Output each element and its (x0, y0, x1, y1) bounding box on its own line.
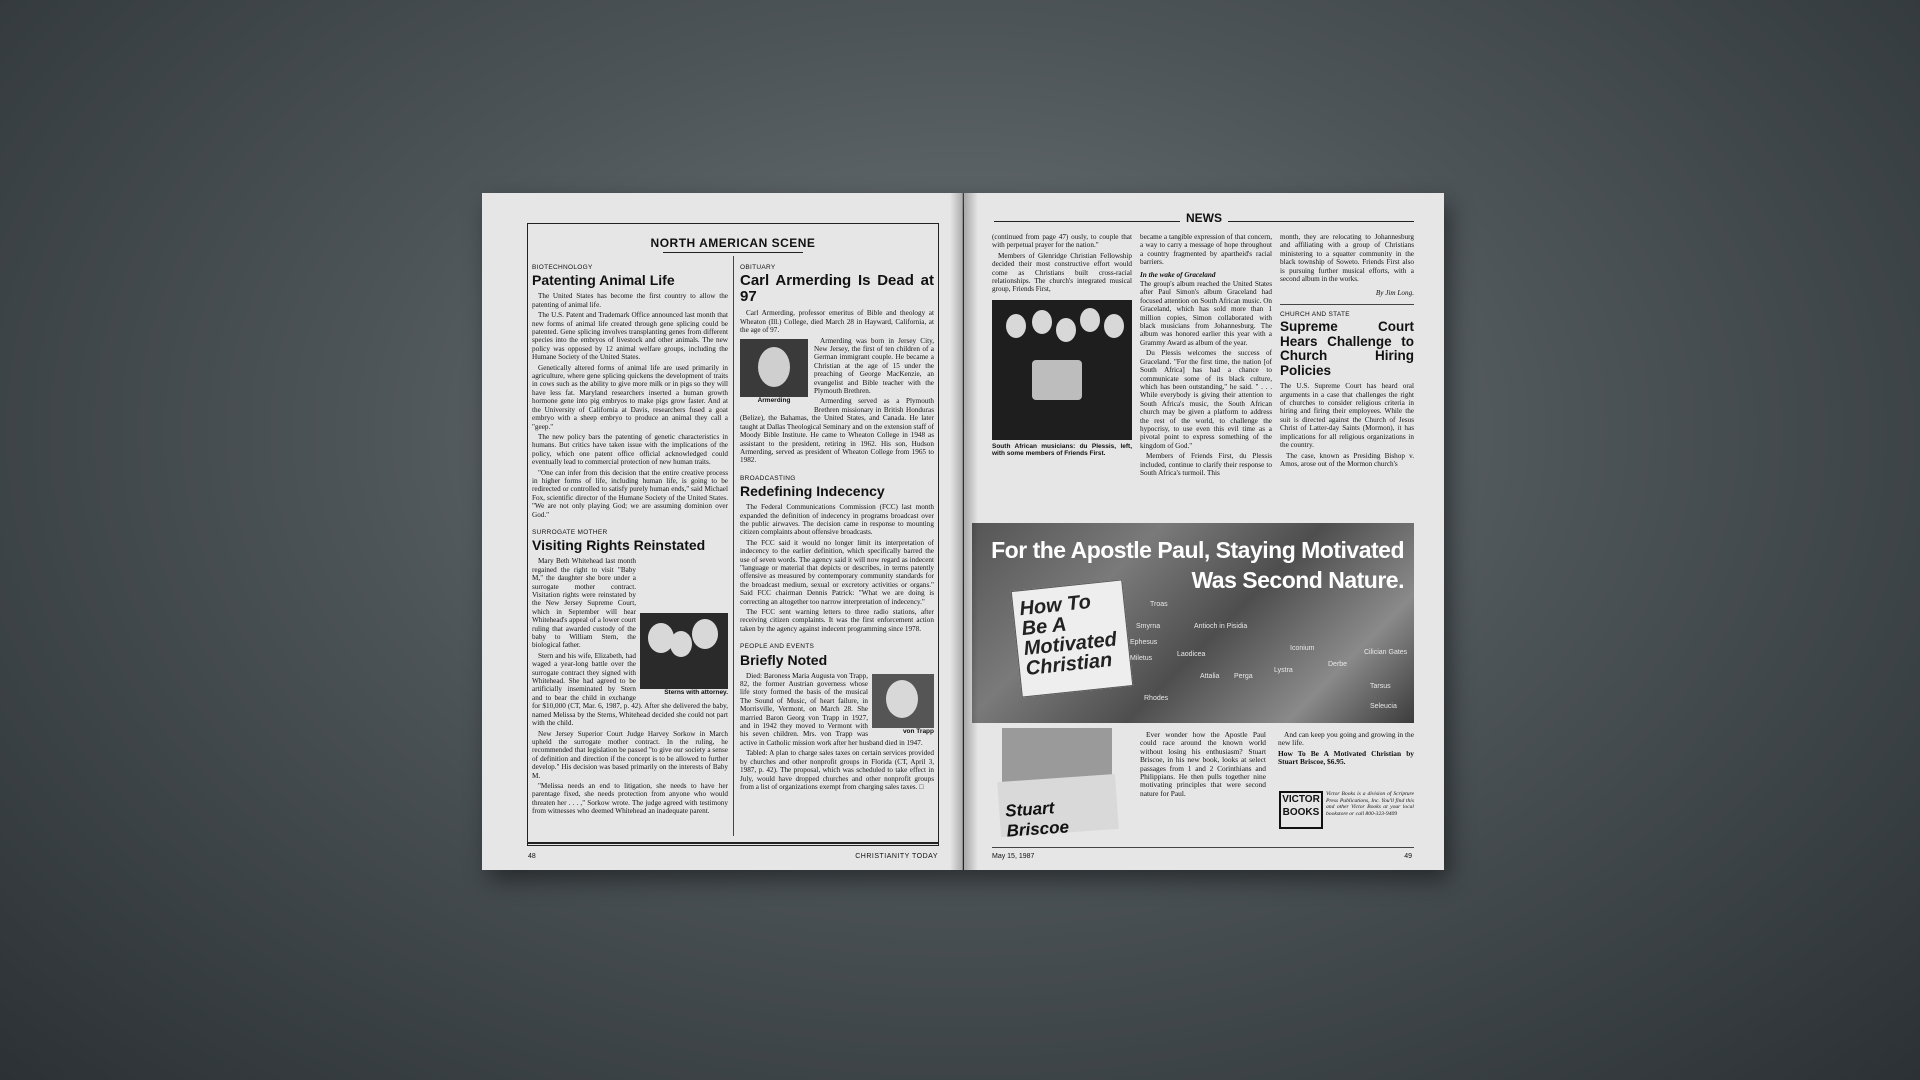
paragraph: (continued from page 47) ously, to couple that with perpetual prayer for the nation." (992, 233, 1132, 250)
paragraph: The Federal Communications Commission (FCC) last month expanded the definition of indecency in programs broadcast over the public airwaves. The decision came in response to mounting citizen complaints about offensive broadcasts. (740, 503, 934, 537)
map-label: Tarsus (1370, 683, 1391, 690)
map-label: Attalia (1200, 673, 1220, 680)
left-page (482, 193, 963, 870)
kicker-obituary: OBITUARY (740, 264, 776, 271)
ad-offer: How To Be A Motivated Christian by Stuart Briscoe, $6.95. (1278, 748, 1414, 767)
paragraph: The U.S. Patent and Trademark Office announced last month that new forms of animal life created through gene splicing could be patented. Gene splicing involves transplanting genes from different species into the embryos of livestock and other animals. The new policy was opposed by 12 animal welfare groups, including the Humane Society of the United States. (532, 311, 728, 362)
paragraph: The U.S. Supreme Court has heard oral arguments in a case that challenges the right of churches to consider religious criteria in hiring and firing their employees. While the suit is directed against the Church of Jesus Christ of Latter-day Saints (Mormon), it has implications for all religious organizations in the country. (1280, 382, 1414, 450)
book-cover-spine (1011, 579, 1134, 697)
headline-briefly: Briefly Noted (740, 651, 828, 668)
headline-indecency: Redefining Indecency (740, 483, 885, 500)
map-label: Lystra (1274, 667, 1293, 674)
right-column (740, 258, 934, 793)
vontrapp-photo (872, 674, 934, 728)
paragraph: The case, known as Presiding Bishop v. Amos, arose out of the Mormon church's (1280, 451, 1414, 468)
footer-rule (527, 842, 939, 844)
logo-text-bottom: BOOKS (1282, 807, 1320, 818)
photo-caption: von Trapp (902, 727, 934, 735)
kicker-broadcasting: BROADCASTING (740, 474, 796, 482)
map-label: Ephesus (1130, 639, 1158, 646)
book-gutter (950, 193, 978, 870)
map-label: Seleucia (1370, 703, 1397, 710)
photo-caption: South African musicians: du Plessis, left, with some members of Friends First. (992, 442, 1132, 458)
paragraph: Genetically altered forms of animal life are used primarily in agriculture, where gene splicing quickens the development of traits in cows such as the ability to give more milk or in pigs so they will have less fat. Maryland researchers inserted a human growth hormone gene into pig embryos to make pigs grow faster. And at the University of California at Davis, researchers fused a goat embryo with a sheep embryo to produce an animal they call a "geep." (532, 363, 728, 431)
paragraph: Stern and his wife, Elizabeth, had waged a year-long battle over the surrogate contract they signed with Whitehead. She had agreed to be artificially inseminated by Stern and to bear the child in exchange for $10,000 (CT, Mar. 6, 1987, p. 42). After she delivered the baby, named Melissa by the Sterns, Whitehead decided she could not part with the child. (532, 651, 728, 728)
byline: By Jim Long. (1375, 289, 1414, 298)
map-label: Iconium (1290, 645, 1315, 652)
paragraph: The FCC sent warning letters to three radio stations, after receiving citizen complaints. It was the first enforcement action taken by the agency against indecent programming since 1978. (740, 608, 934, 633)
paragraph: month, they are relocating to Johannesburg and affiliating with a group of Christians ministering to a squatter community in the black township of Soweto. Friends First also is pursuing further musical efforts, with a second album in the works. (1280, 233, 1414, 284)
column-divider (733, 256, 734, 836)
armerding-photo-block (740, 339, 808, 405)
kicker-church-state: CHURCH AND STATE (1280, 310, 1350, 318)
ad-copy: Ever wonder how the Apostle Paul could race around the known world without losing his enthusiasm? Stuart Briscoe, in his new book, looks at select passages from 1 and 2 Corinthians and Philippians. He then pulls together nine motivating principles that were second nature for Paul. (1140, 730, 1266, 798)
paragraph: New Jersey Superior Court Judge Harvey Sorkow in March upheld the surrogate mother contract. In the ruling, he recommended that legislation be passed "to give our society a sense of definition and direction if the concept is to be allowed to further develop." His decision was based primarily on the interests of Baby M. (532, 729, 728, 780)
photo-caption: Sterns with attorney. (664, 689, 728, 697)
map-label: Smyrna (1136, 623, 1161, 630)
stern-photo-block (640, 613, 728, 697)
paragraph: Armerding was born in Jersey City, New Jersey, the first of ten children of a German immigrant couple. He became a Christian at the age of 15 under the preaching of George MacKenzie, an evangelist and Bible teacher with the Plymouth Brethren. (814, 336, 934, 396)
book-author: Stuart Briscoe (1004, 798, 1070, 841)
ad-copy: And can keep you going and growing in the new life. (1278, 730, 1414, 748)
paragraph: The new policy bars the patenting of genetic characteristics in humans. But critics have taken issue with the implications of the policy, which one patent office official acknowledged could eventually lead to commercial protection of new human traits. (532, 432, 728, 467)
map-label: Antioch in Pisidia (1194, 623, 1248, 630)
publication-name: CHRISTIANITY TODAY (855, 853, 938, 860)
kicker-surrogate: SURROGATE MOTHER (532, 528, 608, 536)
armerding-photo (740, 339, 808, 397)
paragraph: Armerding served as a Plymouth Brethren missionary in British Honduras (Belize), the Bahamas, the United States, and Canada. He later taught at Dallas Theological Seminary and on the extension staff of Moody Bible Institute. He came to Wheaton College in 1948 as assistant to the president, retiring in 1962. His son, Hudson Armerding, served as president of Wheaton College from 1965 to 1982. (740, 397, 934, 465)
paragraph: Members of Friends First, du Plessis included, continue to clarify their response to South Africa's turmoil. This (1140, 452, 1272, 477)
map-label: Derbe (1328, 661, 1348, 668)
paragraph: "One can infer from this decision that the entire creative process in higher forms of life, including human life, is going to be redirected or controlled to satisfy purely human ends," said Michael Fox, scientific director of the Humane Society of the United States. "We are not only playing God; we are assuming dominion over God." (532, 468, 728, 519)
paragraph: "Melissa needs an end to litigation, she needs to have her parentage fixed, she needs protection from anyone who would threaten her . . . ," Sorkow wrote. The judge agreed with testimony from witnesses who deemed Whitehead an inadequate parent. (532, 781, 728, 816)
ad-headline-line-1: For the Apostle Paul, Staying Motivated (991, 537, 1404, 563)
map-label: Cilician Gates (1364, 649, 1408, 656)
map-label: Rhodes (1144, 695, 1169, 702)
magazine-spread (482, 193, 1444, 870)
headline-patenting: Patenting Animal Life (532, 272, 675, 289)
vontrapp-photo-block (872, 674, 934, 736)
news-column-1 (992, 233, 1132, 458)
news-column-2 (1140, 233, 1272, 479)
kicker-biotechnology: BIOTECHNOLOGY (532, 264, 593, 271)
map-label: Troas (1150, 601, 1168, 608)
map-label: Laodicea (1177, 651, 1206, 658)
map-label: Miletus (1130, 655, 1153, 662)
section-header: NORTH AMERICAN SCENE (528, 236, 938, 253)
ad-headline-line-2: Was Second Nature. (1191, 567, 1404, 593)
paragraph: The FCC said it would no longer limit its interpretation of indecency to the earlier definition, which specifically barred the use of seven words. The agency said it will now regard as indecent "language or material that depicts or describes, in terms patently offensive as measured by contemporary community standards for the broadcast medium, sexual or excretory activities or organs." Said FCC chairman Dennis Patrick: "What we are doing is correcting an altogether too narrow interpretation of indecency." (740, 538, 934, 606)
paragraph: Carl Armerding, professor emeritus of Bible and theology at Wheaton (Ill.) College, died March 28 in Hayward, California, at the age of 97. (740, 309, 934, 335)
right-page (964, 193, 1444, 870)
photo-caption: Armerding (757, 396, 791, 404)
paragraph: became a tangible expression of that concern, a way to carry a message of hope throughout a country fragmented by apartheid's racial barriers. (1140, 233, 1272, 267)
issue-date: May 15, 1987 (992, 853, 1035, 860)
book-advertisement (972, 523, 1414, 723)
kicker-people: PEOPLE AND EVENTS (740, 643, 815, 651)
paragraph: Tabled: A plan to charge sales taxes on certain services provided by churches and other nonprofit groups in Florida (CT, April 3, 1987, p. 42). The proposal, which was scheduled to take effect in July, would have dropped churches and other nonprofit groups from a list of organizations exempt from charging sales taxes. □ (740, 749, 934, 791)
headline-visiting: Visiting Rights Reinstated (532, 537, 706, 554)
footer-rule (992, 847, 1414, 848)
page-number: 49 (1404, 853, 1412, 860)
subhead: In the wake of Graceland (1140, 270, 1216, 279)
ad-headline (982, 535, 1404, 595)
paragraph: The group's album reached the United States after Paul Simon's album Graceland had focused attention on South African music. On Graceland, which has sold more than 1 million copies, Simon collaborated with black musicians from Johannesburg. The album was honored earlier this year with a Grammy Award as album of the year. (1140, 280, 1272, 347)
map-label: Perga (1234, 673, 1253, 680)
book-title: How To Be A Motivated Christian (1018, 590, 1118, 680)
book-cover-front (997, 774, 1119, 841)
left-column (532, 258, 728, 818)
victor-books-logo (1279, 791, 1323, 829)
headline-armerding: Carl Armerding Is Dead at 97 (740, 272, 934, 306)
logo-text-top: VICTOR (1282, 794, 1320, 805)
news-title: NEWS (1180, 211, 1228, 225)
stern-photo (640, 613, 728, 689)
paragraph: The United States has become the first country to allow the patenting of animal life. (532, 292, 728, 309)
headline-supreme-court: Supreme Court Hears Challenge to Church Hiring Policies (1280, 319, 1414, 378)
paragraph: Died: Baroness Maria Augusta von Trapp, 82, the former Austrian governess whose life story formed the basis of the musical The Sound of Music, of heart failure, in Morrisville, Vermont, on March 28. She married Baron Georg von Trapp in 1927, and in 1942 they moved to Vermont with his seven children. Mrs. von Trapp was active in Catholic mission work after her husband died in 1947. (740, 671, 923, 747)
ad-body-right (1278, 731, 1414, 769)
page-number: 48 (528, 853, 536, 860)
paragraph: Du Plessis welcomes the success of Graceland. "For the first time, the nation [of South Africa] has had a chance to communicate some of its black culture, which has been outstanding," he said. " . . . While everybody is giving their attention to South Africa's music, the South African church may be given a platform to address the rest of the world, to challenge the hypocrisy, to use even this evil time as a pivotal point to express something of the kingdom of God." (1140, 349, 1272, 450)
news-header (994, 211, 1414, 225)
left-page-frame (527, 223, 939, 846)
ad-fine-print: Victor Books is a division of Scripture Press Publications, Inc. You'll find this and other Victor Books at your local bookstore or call 800-323-9409 (1326, 791, 1414, 817)
news-column-3 (1280, 233, 1414, 470)
ad-body-left (1140, 731, 1266, 800)
paragraph: Members of Glenridge Christian Fellowship decided their most constructive effort would come as Christians built cross-racial relationships. The church's integrated musical group, Friends First, (992, 251, 1132, 294)
friends-first-photo (992, 300, 1132, 440)
paragraph: Mary Beth Whitehead last month regained the right to visit "Baby M," the daughter she bore under a surrogate mother contract. Visitation rights were reinstated by the New Jersey Supreme Court, which in September will hear Whitehead's appeal of a lower court ruling that awarded custody of the baby to William Stern, the biological father. (532, 557, 636, 650)
